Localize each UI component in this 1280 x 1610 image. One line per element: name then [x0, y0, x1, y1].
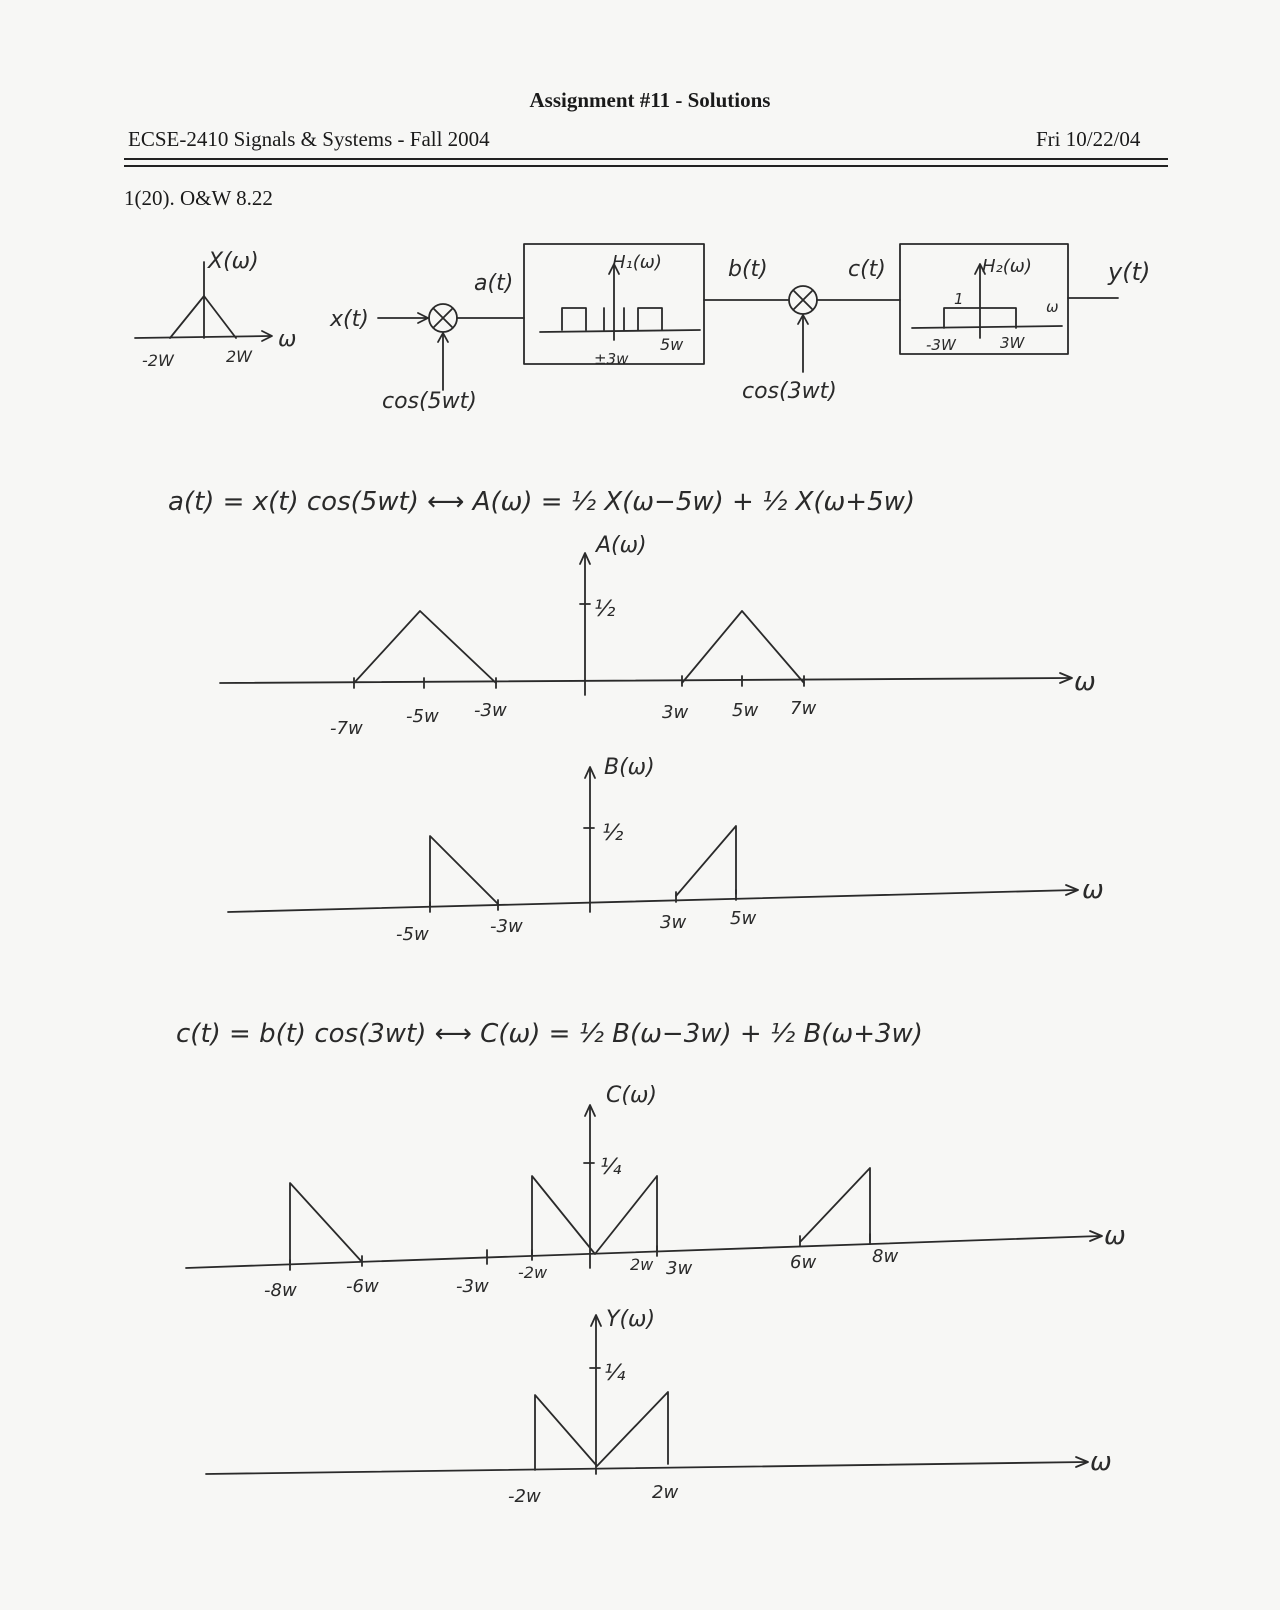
Y-level-label: ¼ — [604, 1361, 626, 1386]
A-axis-label: ω — [1074, 667, 1096, 697]
C-tick-2w: 2w — [630, 1255, 654, 1274]
Y-tick-neg2w: -2w — [508, 1486, 541, 1507]
h2-tick-pos: 3W — [1000, 334, 1025, 352]
A-level-label: ½ — [594, 597, 616, 622]
C-plot — [186, 1105, 1102, 1270]
x-axis-label: ω — [278, 327, 297, 352]
h2-tick-neg: -3W — [926, 336, 956, 354]
h2-gain: 1 — [954, 290, 964, 308]
h2-axis-label: ω — [1046, 298, 1059, 316]
A-tick-neg3w: -3w — [474, 700, 507, 721]
output-label: y(t) — [1108, 258, 1151, 286]
C-axis-label: ω — [1104, 1221, 1126, 1251]
B-tick-neg3w: -3w — [490, 916, 523, 937]
B-plot — [228, 767, 1078, 912]
Y-tick-2w: 2w — [652, 1482, 679, 1503]
C-plot-label: C(ω) — [606, 1083, 657, 1108]
b-signal-label: b(t) — [728, 257, 768, 282]
Y-plot — [206, 1315, 1088, 1474]
page-title: Assignment #11 - Solutions — [529, 88, 771, 112]
equation-a: a(t) = x(t) cos(5wt) ⟷ A(ω) = ½ X(ω−5w) + ½ X(ω+5w) — [168, 487, 916, 517]
h1-tick-5w: 5w — [660, 335, 684, 354]
C-tick-neg2w: -2w — [518, 1263, 548, 1282]
h1-sketch — [540, 264, 700, 340]
A-plot-label: A(ω) — [596, 533, 647, 558]
x-tick-neg: -2W — [142, 351, 174, 370]
B-plot-label: B(ω) — [604, 755, 655, 780]
B-tick-3w: 3w — [660, 912, 687, 933]
input-label: x(t) — [330, 307, 369, 332]
A-plot — [220, 553, 1072, 695]
h2-label: H₂(ω) — [982, 256, 1032, 277]
C-tick-6w: 6w — [790, 1252, 817, 1273]
problem-label: 1(20). O&W 8.22 — [124, 186, 273, 210]
equation-c: c(t) = b(t) cos(3wt) ⟷ C(ω) = ½ B(ω−3w) + ½ B(ω+3w) — [176, 1019, 923, 1049]
A-tick-3w: 3w — [662, 702, 689, 723]
B-tick-neg5w: -5w — [396, 924, 429, 945]
mod2-label: cos(3wt) — [742, 379, 837, 404]
x-tick-pos: 2W — [226, 347, 252, 366]
B-axis-label: ω — [1082, 875, 1104, 905]
course-name: ECSE-2410 Signals & Systems - Fall 2004 — [128, 127, 490, 151]
A-tick-neg7w: -7w — [330, 718, 363, 739]
C-level-label: ¼ — [600, 1155, 622, 1180]
A-tick-neg5w: -5w — [406, 706, 439, 727]
Y-axis-label: ω — [1090, 1447, 1112, 1477]
x-spectrum-label: X(ω) — [208, 249, 259, 274]
header-date: Fri 10/22/04 — [1036, 127, 1141, 151]
c-signal-label: c(t) — [848, 257, 886, 282]
C-tick-neg3w: -3w — [456, 1276, 489, 1297]
mod1-label: cos(5wt) — [382, 389, 477, 414]
C-tick-neg8w: -8w — [264, 1280, 297, 1301]
A-tick-7w: 7w — [790, 698, 817, 719]
B-tick-5w: 5w — [730, 908, 757, 929]
C-tick-3w: 3w — [666, 1258, 693, 1279]
input-path — [378, 313, 428, 323]
B-level-label: ½ — [602, 821, 624, 846]
C-tick-neg6w: -6w — [346, 1276, 379, 1297]
h1-tick-3w: ±3w — [594, 350, 629, 368]
A-tick-5w: 5w — [732, 700, 759, 721]
h1-label: H₁(ω) — [612, 252, 662, 273]
Y-plot-label: Y(ω) — [606, 1307, 656, 1332]
C-tick-8w: 8w — [872, 1246, 899, 1267]
a-signal-label: a(t) — [474, 271, 514, 296]
